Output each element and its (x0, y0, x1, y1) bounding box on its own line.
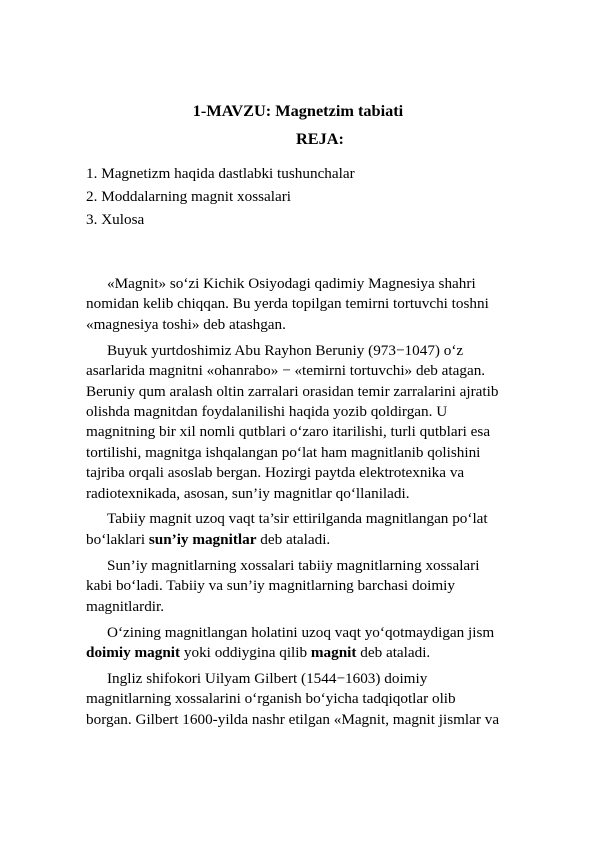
bold-term: magnit (310, 643, 357, 661)
text-run: deb ataladi. (356, 643, 431, 661)
text-line: asarlarida magnitni «ohanrabo» − «temirni tortuvchi» deb atagan. (86, 362, 486, 380)
text-line: tortilishi, magnitga ishqalangan po‘lat ham magnitlanib qolishini (86, 443, 481, 461)
text-line: magnitning bir xil nomli qutblari o‘zaro itarilishi, turli qutblari esa (86, 423, 491, 441)
paragraph-properties (86, 556, 536, 617)
text-line: nomidan kelib chiqqan. Bu yerda topilgan temirni tortuvchi toshni (86, 295, 489, 313)
paragraph-permanent-magnet (86, 623, 536, 664)
plan-heading: REJA: (296, 129, 344, 148)
bold-term: sun’iy magnitlar (148, 530, 257, 548)
text-line: Ingliz shifokori Uilyam Gilbert (1544−1603) doimiy (107, 669, 428, 687)
text-line: Buyuk yurtdoshimiz Abu Rayhon Beruniy (973−1047) o‘z (107, 341, 464, 359)
plan-list (86, 162, 355, 231)
paragraph-gilbert (86, 669, 536, 730)
text-line: O‘zining magnitlangan holatini uzoq vaqt yo‘qotmaydigan jism (107, 623, 495, 641)
plan-item: 1. Magnetizm haqida dastlabki tushunchalar (86, 165, 355, 182)
text-line (86, 643, 536, 663)
bold-term: doimiy magnit (86, 643, 181, 661)
text-line: Beruniy qum aralash oltin zarralari orasidan temir zarralarini ajratib (86, 382, 499, 400)
text-line: borgan. Gilbert 1600-yilda nashr etilgan «Magnit, magnit jismlar va (86, 710, 500, 728)
body-text (86, 274, 536, 730)
paragraph-beruniy (86, 341, 536, 504)
text-line: «magnesiya toshi» deb atashgan. (86, 315, 286, 333)
text-line: magnitlarning xossalarini o‘rganish bo‘yicha tadqiqotlar olib (86, 690, 456, 708)
text-line: radiotexnikada, asosan, sun’iy magnitlar qo‘llaniladi. (86, 484, 410, 502)
text-line: magnitlardir. (86, 597, 165, 615)
paragraph-magnit-origin (86, 274, 536, 335)
text-line: tajriba orqali asoslab bergan. Hozirgi paytda elektrotexnika va (86, 464, 465, 482)
paragraph-artificial-magnets (86, 509, 536, 550)
text-run: bo‘laklari (86, 530, 149, 548)
plan-item: 3. Xulosa (86, 211, 145, 228)
text-run: yoki oddiygina qilib (180, 643, 311, 661)
page-title: 1-MAVZU: Magnetzim tabiati (192, 101, 404, 120)
text-line (86, 530, 536, 550)
text-line: kabi bo‘ladi. Tabiiy va sun’iy magnitlarning barchasi doimiy (86, 577, 455, 595)
text-line: Tabiiy magnit uzoq vaqt ta’sir ettirilganda magnitlangan po‘lat (107, 510, 488, 528)
text-line: Sun’iy magnitlarning xossalari tabiiy magnitlarning xossalari (107, 556, 480, 574)
text-line: olishda magnitdan foydalanilishi haqida yozib qoldirgan. U (86, 402, 448, 420)
plan-item: 2. Moddalarning magnit xossalari (86, 188, 291, 205)
text-run: deb ataladi. (256, 530, 331, 548)
text-line: «Magnit» so‘zi Kichik Osiyodagi qadimiy Magnesiya shahri (107, 275, 476, 292)
